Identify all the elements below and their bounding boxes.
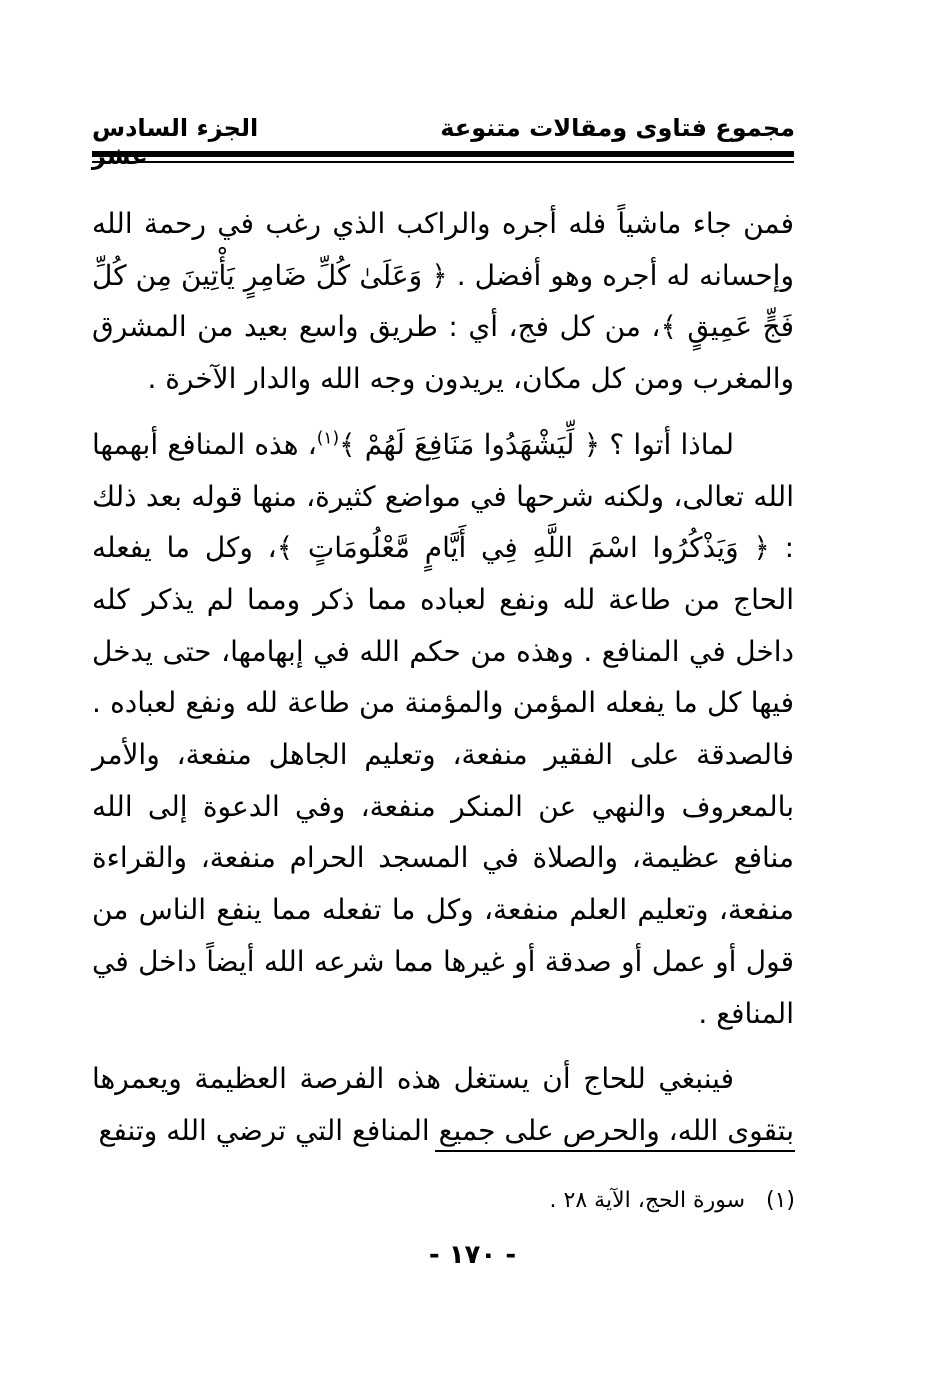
quran-verse: ﴿ لِّيَشْهَدُوا مَنَافِعَ لَهُمْ ﴾ [339,427,601,461]
footnote-rule [435,1150,795,1152]
footnote-text: سورة الحج، الآية ٢٨ . [549,1188,745,1213]
paragraph-2 [92,419,794,1039]
text-segment: فينبغي للحاج أن يستغل هذه الفرصة العظيمة ويعمرها بتقوى الله، والحرص على جميع المنافع التي ترضي الله وتنفع [92,1062,794,1147]
header-book-title: مجموع فتاوى ومقالات متنوعة [440,114,795,142]
text-segment: ، هذه المنافع أبهمها الله تعالى، ولكنه شرحها في مواضع كثيرة، منها قوله بعد ذلك : [92,427,795,565]
text-segment: لماذا أتوا ؟ [600,427,734,461]
paragraph-1 [92,198,794,405]
paragraph-3 [92,1053,794,1156]
footnote [195,1186,795,1216]
text-segment: ، وكل ما يفعله الحاج من طاعة لله ونفع لعباده مما ذكر ومما لم يذكر كله داخل في المنافع . وهذه من حكم الله في إبهامها، حتى يدخل فيها كل ما يفعله المؤمن والمؤمنة من طاعة لله ونفع لعباده . فالصدقة على الفقير منفعة، وتعليم الجاهل منفعة، والأمر بالمعروف والنهي عن المنكر منفعة، وفي الدعوة إلى الله منافع عظيمة، والصلاة في المسجد الحرام منفعة، والقراءة منفعة، وتعليم العلم منفعة، وكل ما تفعله مما ينفع الناس من قول أو عمل أو صدقة أو غيرها مما شرعه الله أيضاً داخل في المنافع . [92,531,794,1030]
page-number: - ١٧٠ - [428,1240,517,1270]
quran-verse: ﴿ وَعَلَىٰ كُلِّ ضَامِرٍ يَأْتِينَ مِن كُلِّ فَجٍّ عَمِيقٍ ﴾ [92,258,794,344]
text-segment: ، من كل فج، أي : طريق واسع بعيد من المشرق والمغرب ومن كل مكان، يريدون وجه الله والدار الآخرة . [92,310,794,396]
footnote-reference: (١) [316,428,340,449]
header-part-number: الجزء السادس [92,114,259,142]
body-text [92,198,794,1171]
header-rule-thin [92,161,794,163]
quran-verse: ﴿ وَيَذْكُرُوا اسْمَ اللَّهِ فِي أَيَّامٍ مَّعْلُومَاتٍ ﴾ [276,531,770,565]
text-segment: فمن جاء ماشياً فله أجره والراكب الذي رغب في رحمة الله وإحسانه له أجره وهو أفضل . [92,207,794,292]
footnote-marker: (١) [765,1188,795,1213]
header-rule-thick [92,151,794,157]
